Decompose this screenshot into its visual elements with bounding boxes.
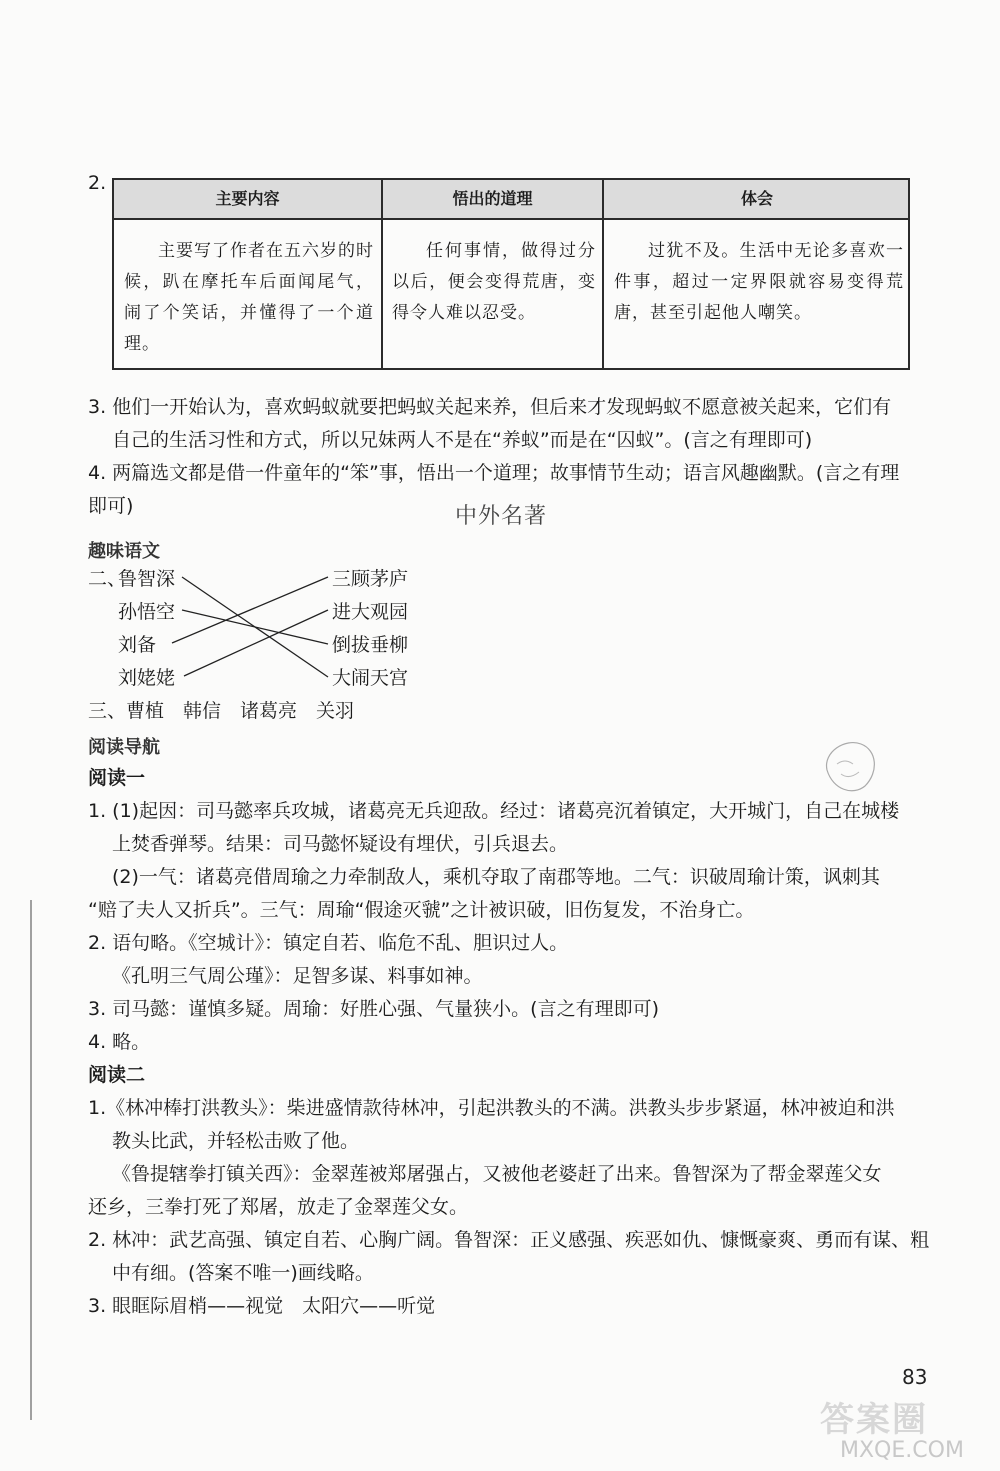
answer-line: (2)一气：诸葛亮借周瑜之力牵制敌人，乘机夺取了南郡等地。二气：识破周瑜计策，讽刺其 — [112, 866, 880, 888]
subsection-heading: 趣味语文 — [88, 541, 160, 562]
section-title: 中外名著 — [455, 504, 548, 529]
doodle-stamp-icon — [815, 730, 885, 800]
match-left-item: 刘姥姥 — [118, 667, 176, 689]
answer-line: 还乡，三拳打死了郑屠，放走了金翠莲父女。 — [88, 1196, 469, 1218]
answer-line: 自己的生活习性和方式，所以兄妹两人不是在“养蚁”而是在“囚蚁”。(言之有理即可) — [112, 429, 813, 451]
matching-lines — [150, 560, 350, 690]
answer-line: 1. (1)起因：司马懿率兵攻城，诸葛亮无兵迎敌。经过：诸葛亮沉着镇定，大开城门，自己在城楼 — [88, 800, 900, 822]
match-left-item: 鲁智深 — [118, 568, 176, 590]
binding-edge-line — [30, 900, 32, 1420]
watermark-url: MXQE.COM — [840, 1438, 964, 1463]
answer-table — [112, 178, 910, 370]
answer-line: 教头比武，并轻松击败了他。 — [112, 1130, 360, 1152]
page-number: 83 — [902, 1365, 928, 1389]
watermark-logo: 答案圈 — [820, 1400, 928, 1440]
question-number: 2. — [88, 172, 107, 194]
table-cell: 任何事情，做得过分以后，便会变得荒唐，变得令人难以忍受。 — [392, 241, 596, 323]
match-right-item: 进大观园 — [332, 601, 409, 623]
answer-line: 中有细。(答案不唯一)画线略。 — [112, 1262, 374, 1284]
table-header-cell: 体会 — [740, 189, 773, 208]
answer-line: 上焚香弹琴。结果：司马懿怀疑设有埋伏，引兵退去。 — [112, 833, 569, 855]
match-line — [182, 610, 328, 644]
reading-heading: 阅读一 — [88, 767, 146, 789]
answer-line: 4. 略。 — [88, 1031, 151, 1053]
match-right-item: 大闹天宫 — [332, 667, 409, 689]
reading-heading: 阅读二 — [88, 1064, 146, 1086]
subsection-heading: 阅读导航 — [88, 737, 160, 758]
answer-line: 1.《林冲棒打洪教头》：柴进盛情款待林冲，引起洪教头的不满。洪教头步步紧逼，林冲被迫和洪 — [88, 1097, 895, 1119]
match-right-item: 倒拔垂柳 — [332, 634, 409, 656]
answer-line: 4. 两篇选文都是借一件童年的“笨”事，悟出一个道理；故事情节生动；语言风趣幽默。(言之有理 — [88, 462, 900, 484]
answer-line: 《鲁提辖拳打镇关西》：金翠莲被郑屠强占，又被他老婆赶了出来。鲁智深为了帮金翠莲父女 — [112, 1163, 882, 1185]
table-cell: 主要写了作者在五六岁的时候，趴在摩托车后面闻尾气，闹了个笑话，并懂得了一个道理。 — [124, 241, 374, 354]
answer-line: 2. 林冲：武艺高强、镇定自若、心胸广阔。鲁智深：正义感强、疾恶如仇、慷慨豪爽、勇而有谋、粗 — [88, 1229, 930, 1251]
answer-line: 三、曹植 韩信 诸葛亮 关羽 — [88, 700, 355, 722]
answer-line: 3. 眼眶际眉梢——视觉 太阳穴——听觉 — [88, 1295, 436, 1317]
match-right-item: 三顾茅庐 — [332, 568, 409, 590]
answer-line: 即可) — [88, 495, 134, 517]
table-cell: 过犹不及。生活中无论多喜欢一件事，超过一定界限就容易变得荒唐，甚至引起他人嘲笑。 — [614, 241, 904, 323]
table-header-cell: 主要内容 — [215, 189, 280, 208]
table-header-cell: 悟出的道理 — [452, 189, 533, 208]
match-left-item: 孙悟空 — [118, 601, 176, 623]
answer-line: 3. 他们一开始认为，喜欢蚂蚁就要把蚂蚁关起来养，但后来才发现蚂蚁不愿意被关起来，它们有 — [88, 396, 892, 418]
question-prefix: 二、 — [88, 568, 127, 590]
answer-line: 《孔明三气周公瑾》：足智多谋、料事如神。 — [112, 965, 483, 987]
answer-line: 3. 司马懿：谨慎多疑。周瑜：好胜心强、气量狭小。(言之有理即可) — [88, 998, 659, 1020]
match-left-item: 刘备 — [118, 634, 157, 656]
answer-line: “赔了夫人又折兵”。三气：周瑜“假途灭虢”之计被识破，旧伤复发，不治身亡。 — [88, 899, 755, 921]
answer-line: 2. 语句略。《空城计》：镇定自若、临危不乱、胆识过人。 — [88, 932, 569, 954]
match-line — [184, 610, 328, 676]
